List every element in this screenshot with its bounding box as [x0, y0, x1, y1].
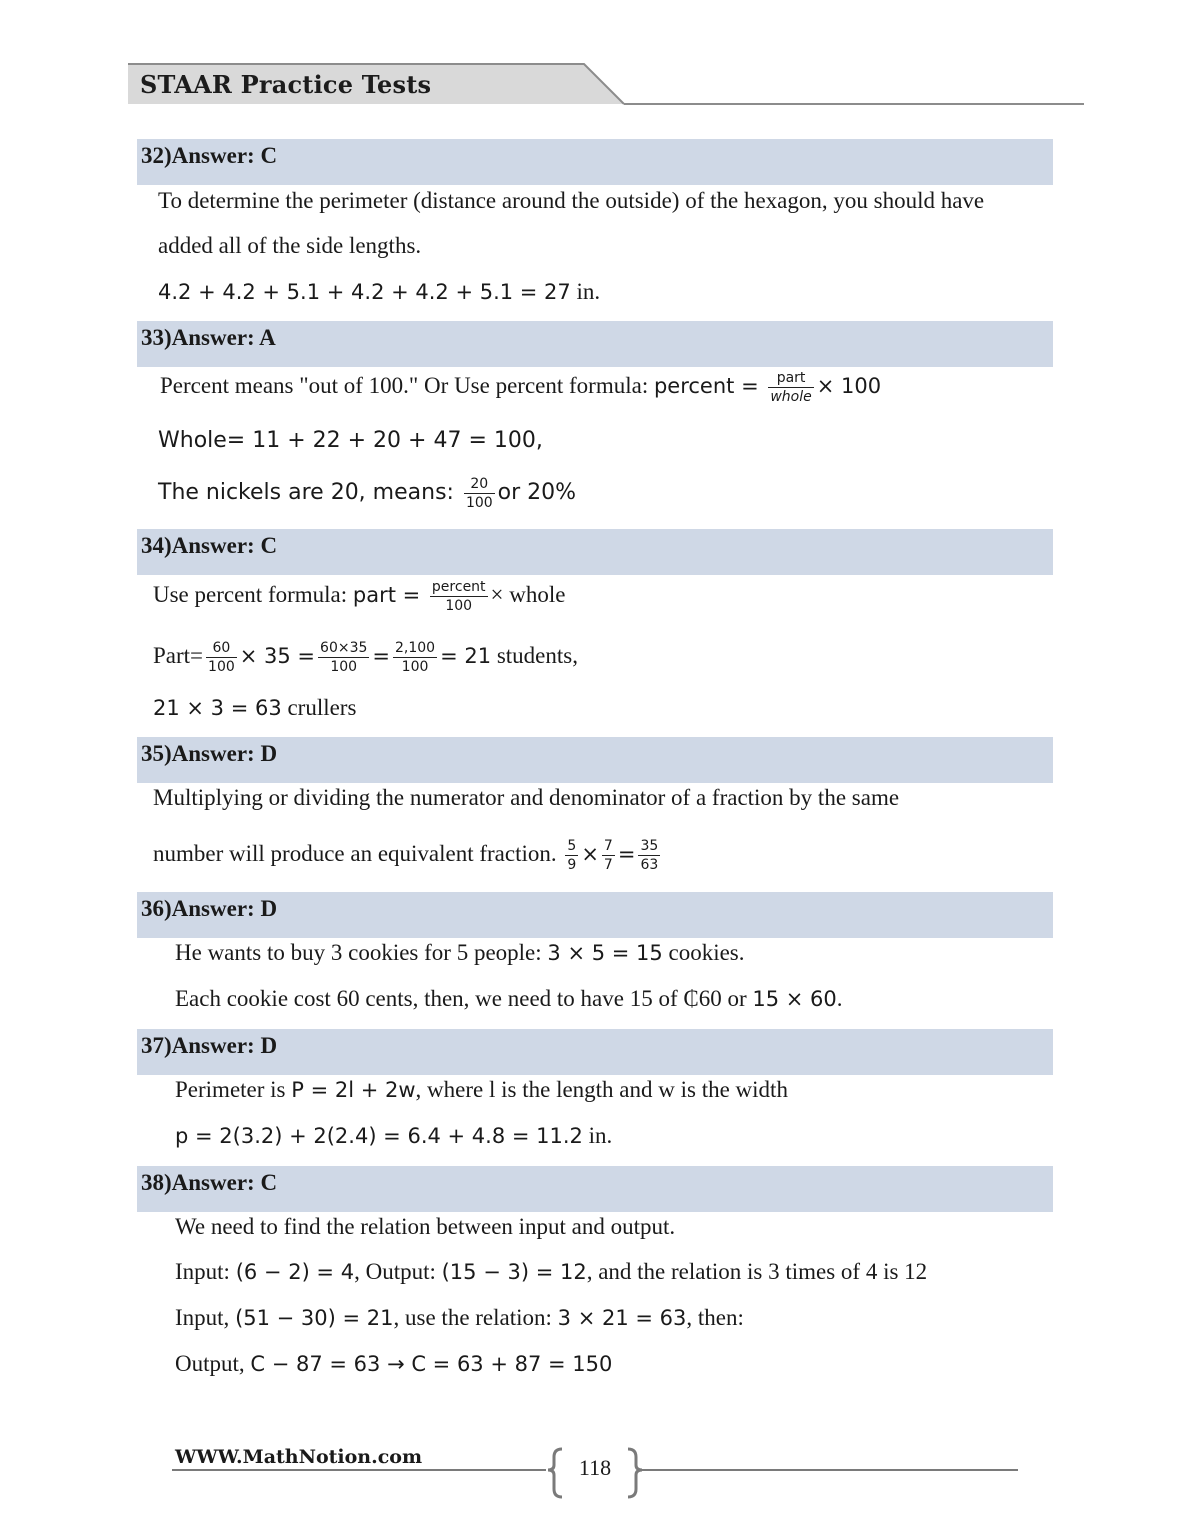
fraction-numerator: 35 [640, 838, 659, 854]
explanation-text: The nickels are 20, means: [158, 479, 461, 505]
equation: (15 − 3) = 12 [441, 1260, 587, 1284]
equation: p = 2(3.2) + 2(2.4) = 6.4 + 4.8 = 11.2 [175, 1124, 583, 1148]
answer-bar-36 [137, 892, 1053, 938]
explanation-line [160, 370, 881, 405]
fraction [430, 579, 488, 614]
explanation-line: We need to find the relation between input and output. [175, 1214, 676, 1239]
explanation-line [153, 579, 565, 614]
fraction-denominator: 7 [603, 857, 613, 873]
explanation-tail: . [836, 986, 843, 1011]
equation-part: × 35 = [239, 643, 316, 668]
fraction-denominator: whole [770, 389, 812, 405]
equals-sign: = [372, 643, 390, 668]
formula-text: part = [352, 582, 427, 607]
fraction [318, 640, 369, 675]
explanation-text: , and the relation is 3 times of 4 is 12 [586, 1259, 928, 1284]
explanation-text: Each cookie cost 60 cents, then, we need to have 15 of ₵60 or [175, 986, 753, 1011]
explanation-line: Multiplying or dividing the numerator and denominator of a fraction by the same [153, 785, 900, 810]
page-number: 118 [578, 1455, 612, 1480]
explanation-line [175, 938, 745, 968]
unit-text: in. [582, 1123, 613, 1148]
answer-label: 34)Answer: C [141, 533, 278, 558]
explanation-text: Percent means "out of 100." Or Use percent formula: [160, 372, 654, 398]
fraction-denominator: 100 [208, 659, 235, 675]
fraction [206, 640, 237, 675]
explanation-text: Input, [175, 1305, 236, 1330]
equation-line [153, 640, 578, 675]
footer-website: WWW.MathNotion.com [175, 1446, 423, 1468]
equation-line [158, 476, 576, 511]
equation: 3 × 21 = 63 [557, 1306, 687, 1330]
equation: 21 × 3 = 63 [153, 696, 282, 720]
equation: 3 × 5 = 15 [547, 941, 663, 965]
fraction-denominator: 100 [401, 659, 429, 675]
fraction-denominator: 100 [465, 495, 493, 511]
explanation-line: added all of the side lengths. [158, 233, 422, 258]
equation: 15 × 60 [752, 987, 837, 1011]
fraction [565, 838, 578, 873]
page-title: STAAR Practice Tests [140, 70, 432, 99]
explanation-text: , use the relation: [393, 1305, 558, 1330]
answer-label: 36)Answer: D [141, 896, 278, 921]
formula: P = 2l + 2w [291, 1078, 416, 1102]
fraction-denominator: 9 [567, 857, 577, 873]
fraction-numerator: 7 [603, 838, 613, 854]
explanation-line [175, 1075, 788, 1105]
answer-bar-34 [137, 529, 1053, 575]
page-header [128, 62, 1088, 108]
explanation-text: Use percent formula: [153, 581, 353, 607]
explanation-text: number will produce an equivalent fraction. [153, 840, 563, 866]
explanation-tail: cookies. [662, 940, 745, 965]
equation-line [158, 425, 543, 456]
answer-label: 35)Answer: D [141, 741, 278, 766]
answer-bar-38 [137, 1166, 1053, 1212]
answer-bar-35 [137, 737, 1053, 783]
explanation-line [175, 1257, 927, 1287]
fraction-numerator: 2,100 [395, 640, 436, 656]
explanation-line: To determine the perimeter (distance around the outside) of the hexagon, you should have [158, 188, 985, 213]
explanation-text: Perimeter is [175, 1077, 292, 1102]
fraction [768, 370, 813, 405]
unit-text: in. [570, 279, 601, 304]
equation-prefix: Part= [153, 642, 204, 668]
formula-text: percent = [653, 373, 766, 398]
fraction [393, 640, 437, 675]
equation-tail: crullers [281, 695, 357, 720]
equation-line [175, 1121, 612, 1151]
formula-tail: × 100 [816, 373, 882, 398]
times-sign: × [581, 841, 599, 866]
fraction-numerator: 20 [464, 476, 495, 494]
equals-sign: = [617, 841, 636, 866]
answer-label: 32)Answer: C [141, 143, 278, 168]
explanation-line [175, 1303, 744, 1333]
equation: (51 − 30) = 21 [235, 1306, 394, 1330]
explanation-text: , Output: [354, 1259, 442, 1284]
fraction-numerator: part [768, 370, 813, 388]
equation: Whole= 11 + 22 + 20 + 47 = 100, [158, 428, 543, 453]
explanation-text: Input: [175, 1259, 236, 1284]
fraction [602, 838, 615, 873]
explanation-tail: , where l is the length and w is the width [415, 1077, 788, 1102]
explanation-text: , then: [686, 1305, 744, 1330]
answer-bar-33 [137, 321, 1053, 367]
equation-line [158, 277, 600, 307]
equation-part: = 21 [440, 643, 492, 668]
explanation-text: He wants to buy 3 cookies for 5 people: [175, 940, 548, 965]
equation: 4.2 + 4.2 + 5.1 + 4.2 + 4.2 + 5.1 = 27 [158, 280, 571, 304]
answer-label: 37)Answer: D [141, 1033, 278, 1058]
answer-label: 33)Answer: A [141, 325, 276, 350]
equation: C − 87 = 63 → C = 63 + 87 = 150 [250, 1352, 613, 1376]
equation-line [153, 693, 356, 723]
answer-bar-32 [137, 139, 1053, 185]
answer-label: 38)Answer: C [141, 1170, 278, 1195]
explanation-line [153, 838, 663, 873]
fraction [638, 838, 660, 873]
explanation-text: Output, [175, 1351, 251, 1376]
answer-bar-37 [137, 1029, 1053, 1075]
fraction-denominator: 63 [640, 857, 659, 873]
fraction [464, 476, 495, 511]
equation-tail: or 20% [497, 479, 577, 505]
explanation-line [175, 984, 843, 1014]
fraction-numerator: 60 [206, 640, 237, 658]
fraction-numerator: percent [431, 579, 486, 595]
equation-tail: students, [491, 642, 578, 668]
fraction-numerator: 5 [567, 838, 577, 854]
fraction-denominator: 100 [445, 598, 473, 614]
fraction-denominator: 100 [330, 659, 358, 675]
formula-tail: × whole [490, 581, 566, 607]
fraction-numerator: 60×35 [320, 640, 368, 656]
explanation-line [175, 1349, 612, 1379]
equation: (6 − 2) = 4 [235, 1260, 355, 1284]
